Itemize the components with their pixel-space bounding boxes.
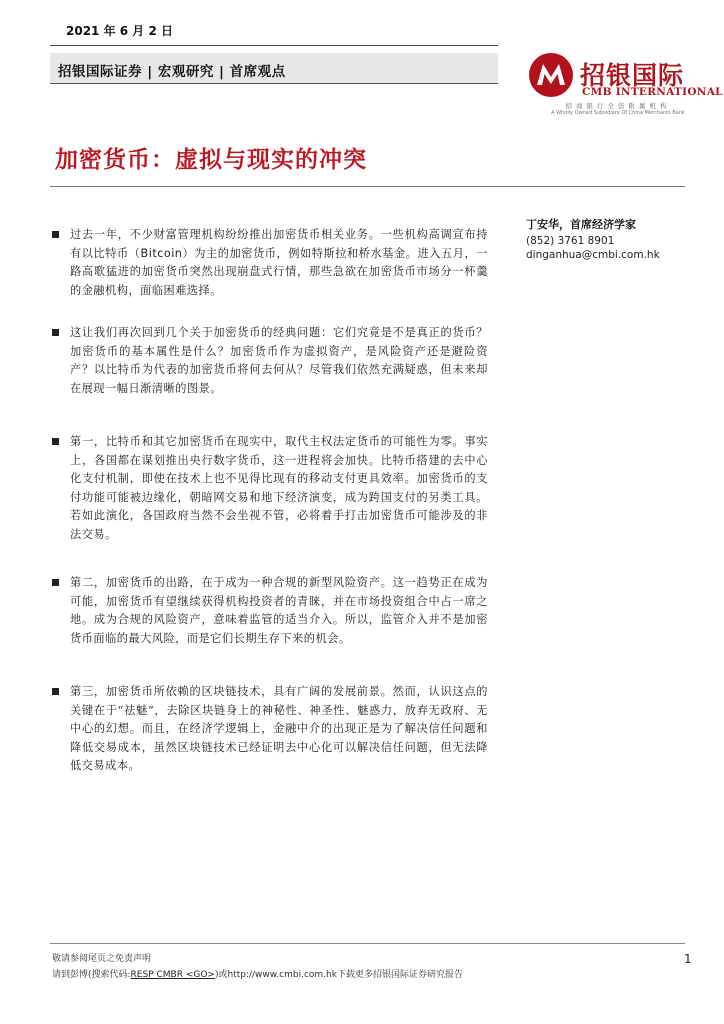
cmb-logo-icon <box>528 52 574 98</box>
author-email[interactable]: dinganhua@cmbi.com.hk <box>526 249 660 261</box>
logo-subtitle-en: A Wholly Owned Subsidiary Of China Merchants Bank <box>551 110 685 116</box>
paragraph-text: 第二，加密货币的出路，在于成为一种合规的新型风险资产。这一趋势正在成为可能，加密货币有望继续获得机构投资者的青睐，并在市场投资组合中占一席之地。成为合规的风险资产，意味着监管的适当介入。所以，监管介入并不是加密货币面临的最大风险，而是它们长期生存下来的机会。 <box>70 576 488 645</box>
bullet-square-icon <box>52 688 59 695</box>
breadcrumb: 招银国际证券 | 宏观研究 | 首席观点 <box>58 64 286 80</box>
header-bar <box>50 53 498 83</box>
report-title: 加密货币：虚拟与现实的冲突 <box>55 147 367 173</box>
footer-disclaimer: 敬请参阅尾页之免责声明 <box>52 954 152 964</box>
header-rule-bottom <box>50 83 498 84</box>
bullet-square-icon <box>52 231 59 238</box>
page-number: 1 <box>684 952 692 966</box>
bullet-square-icon <box>52 438 59 445</box>
paragraph-text: 第三，加密货币所依赖的区块链技术，具有广阔的发展前景。然而，认识这点的关键在于“祛魅”，去除区块链身上的神秘性、神圣性、魅惑力，放弃无政府、无中心的幻想。而且，在经济学逻辑上，金融中介的出现正是为了解决信任问题和降低交易成本，虽然区块链技术已经证明去中心化可以解决信任问题，但无法降低交易成本。 <box>70 685 488 772</box>
report-date: 2021 年 6 月 2 日 <box>66 24 173 38</box>
bullet-square-icon <box>52 329 59 336</box>
footer-download-note <box>52 967 463 980</box>
paragraph-text-part: ）为主的加密货币，例如特斯拉和桥水基金。进入五月，一路高歌猛进的加密货币突然出现崩盘式行情，那些急欲在加密货币市场分一杯羹的金融机构，面临困难选择。 <box>70 246 488 297</box>
footer-text: 请到彭博(搜索代码: <box>52 970 131 980</box>
title-rule <box>50 186 685 187</box>
paragraph-5 <box>52 683 488 776</box>
paragraph-1 <box>52 226 488 300</box>
footer-text: )或 <box>214 970 228 980</box>
paragraph-text: 第一，比特币和其它加密货币在现实中，取代主权法定货币的可能性为零。事实上，各国都在谋划推出央行数字货币，这一进程将会加快。比特币搭建的去中心化支付机制，即使在技术上也不见得比现有的移动支付更具效率。加密货币的支付功能可能被边缘化，朝暗网交易和地下经济演变，成为跨国支付的另类工具。若如此演化，各国政府当然不会坐视不管，必将着手打击加密货币可能涉及的非法交易。 <box>70 435 488 541</box>
cmbi-logo <box>528 52 723 122</box>
author-block <box>526 216 696 262</box>
bloomberg-code-link[interactable]: RESP CMBR <GO> <box>130 970 215 980</box>
paragraph-text-part: 过去一年，不少财富管理机构纷纷推出加密货币相关业务。一些机构高调宣布持有以比特币（ <box>70 228 488 260</box>
cmbi-url-link[interactable]: http://www.cmbi.com.hk <box>227 970 337 980</box>
bullet-square-icon <box>52 579 59 586</box>
paragraph-text: 这让我们再次回到几个关于加密货币的经典问题：它们究竟是不是真正的货币？加密货币的基本属性是什么？加密货币作为虚拟资产，是风险资产还是避险资产？以比特币为代表的加密货币将何去何从？尽管我们依然充满疑惑，但未来却在展现一幅日渐清晰的图景。 <box>70 326 488 395</box>
logo-subtitle-cn: 招商银行全资附属机构 <box>565 102 671 110</box>
header-rule <box>50 45 498 46</box>
paragraph-3 <box>52 433 488 544</box>
paragraph-4 <box>52 574 488 648</box>
bitcoin-term: Bitcoin <box>140 246 183 260</box>
author-phone: (852) 3761 8901 <box>526 235 615 247</box>
logo-name-cn: 招银国际 <box>580 61 685 90</box>
footer-text: 下载更多招银国际证券研究报告 <box>336 970 463 980</box>
footer-rule <box>50 943 685 944</box>
paragraph-2 <box>52 324 488 398</box>
logo-name-en: CMB INTERNATIONAL <box>582 86 723 98</box>
author-name: 丁安华，首席经济学家 <box>526 218 636 231</box>
paragraph-text <box>70 226 488 300</box>
